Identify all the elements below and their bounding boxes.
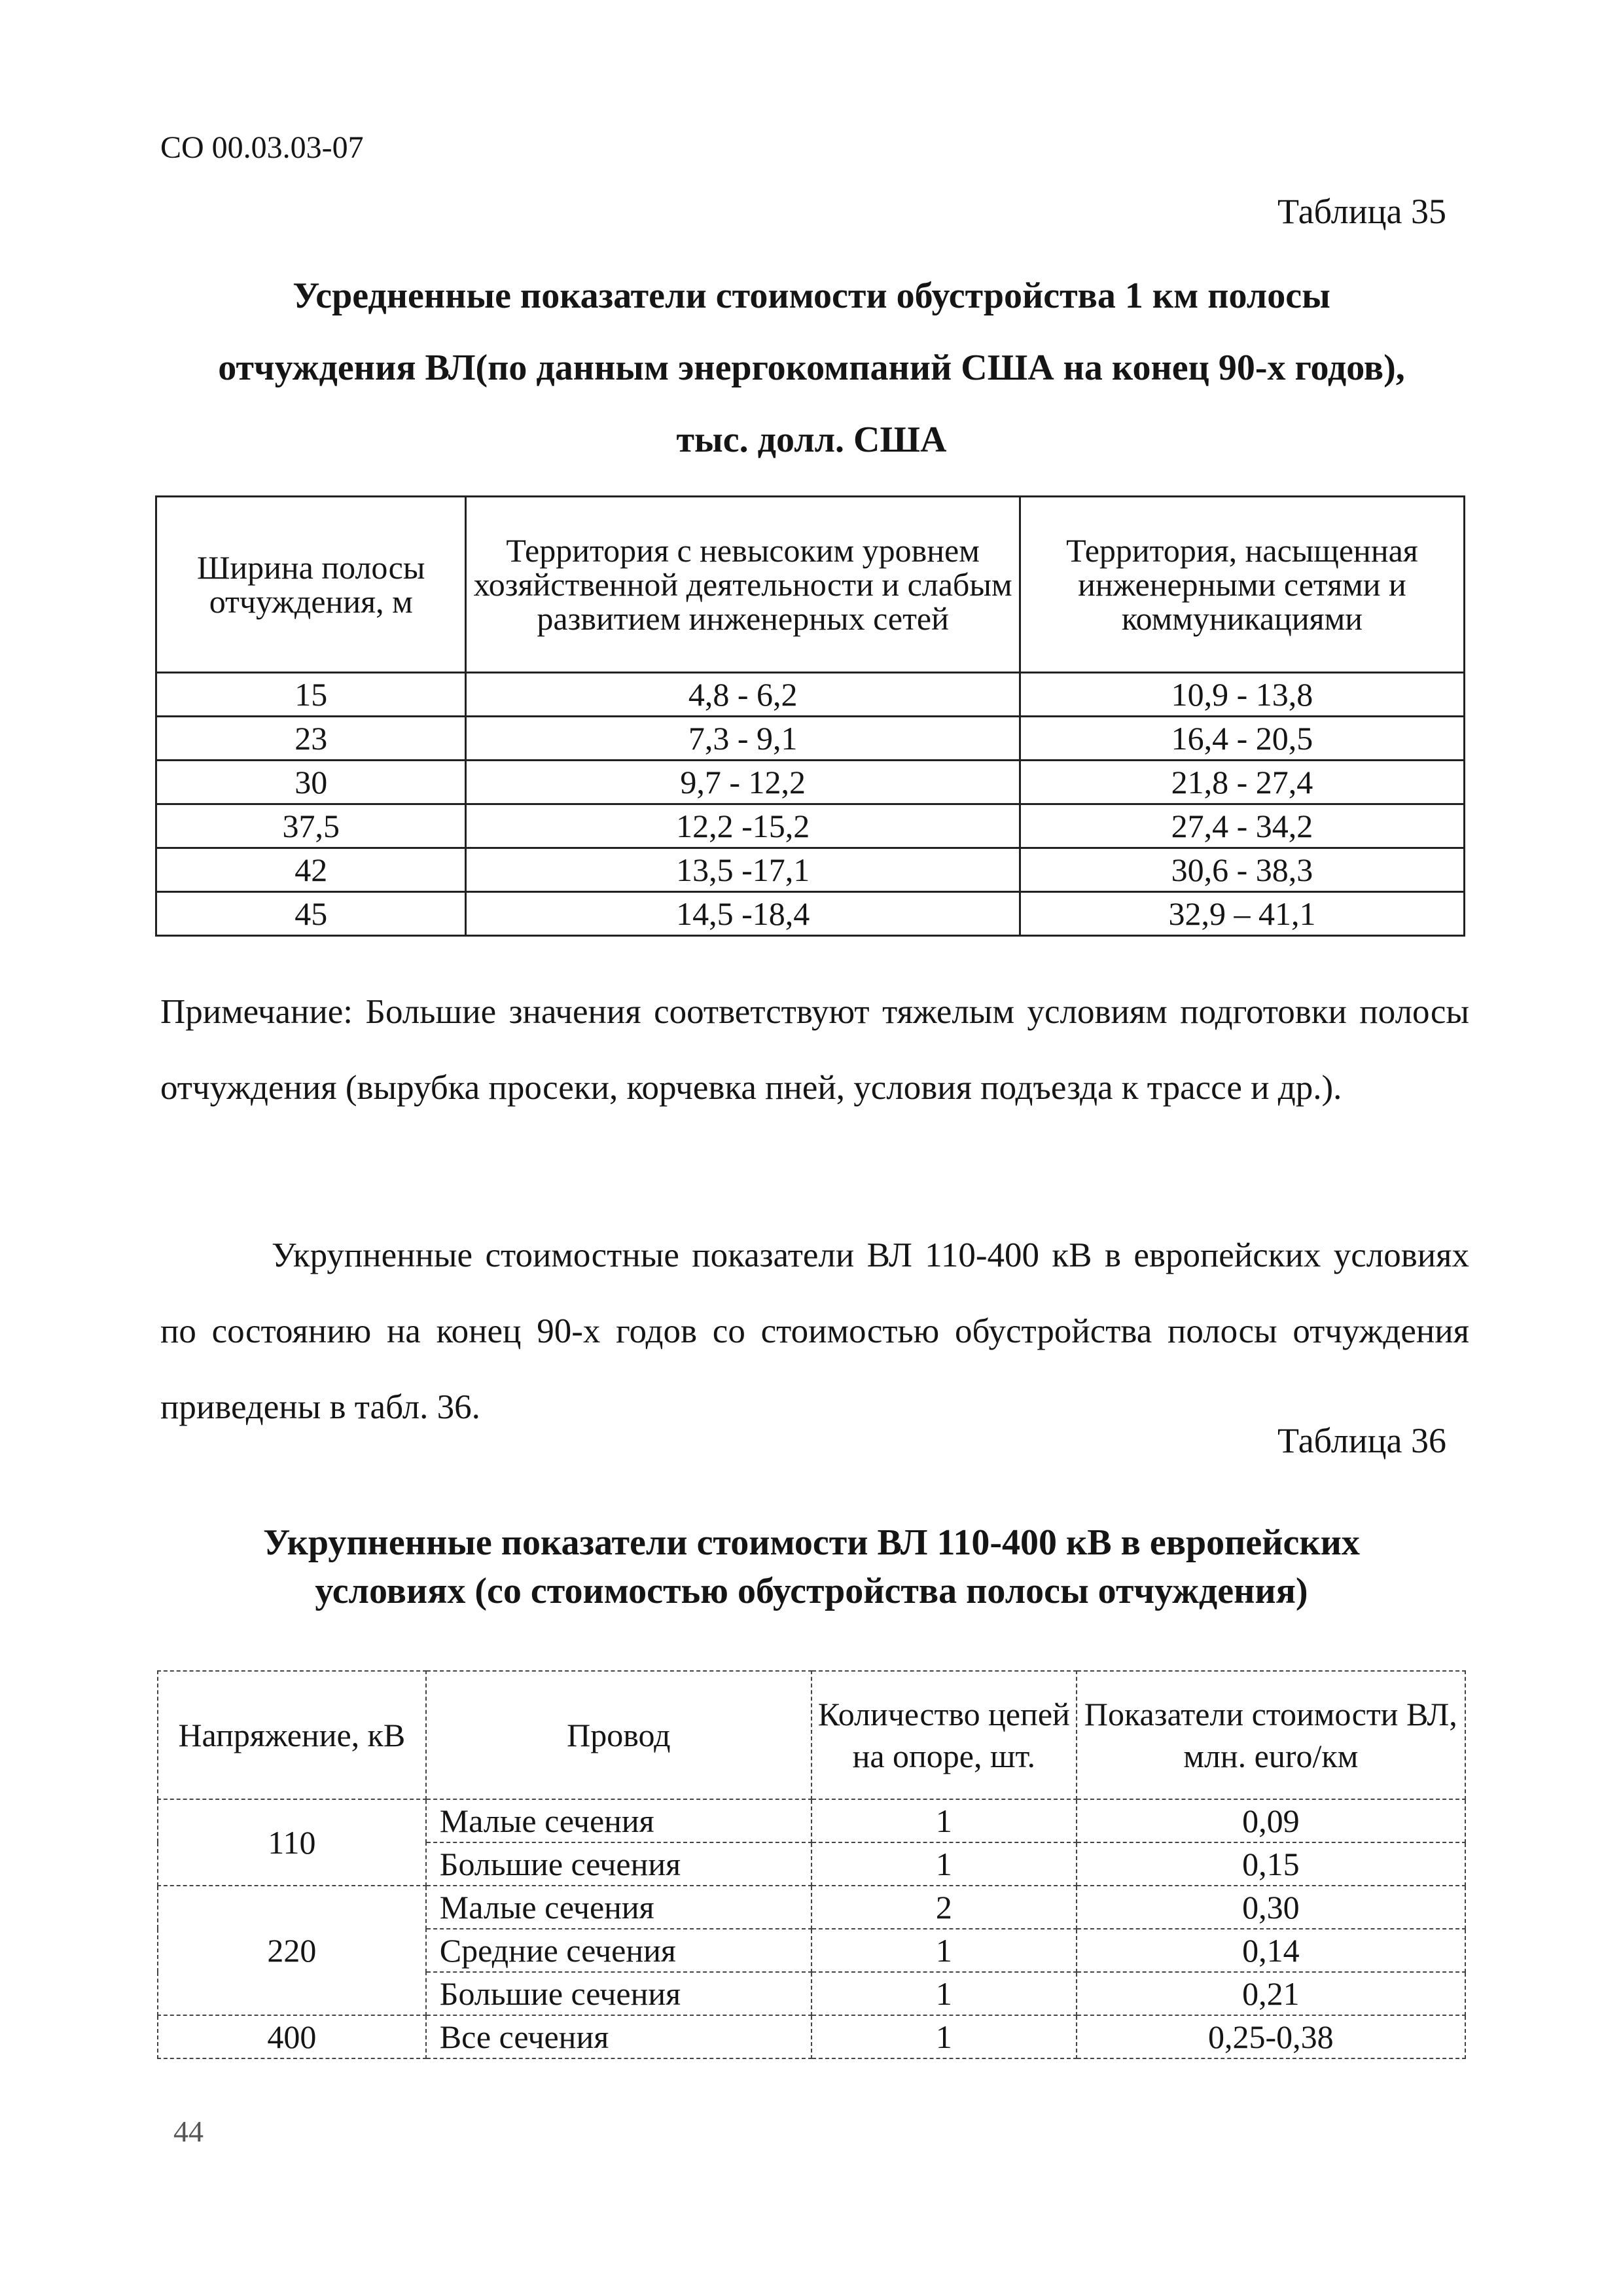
page-number: 44 xyxy=(173,2115,204,2148)
table-cell: 23 xyxy=(156,717,466,761)
table-cell: Малые сечения xyxy=(426,1886,812,1929)
table-row xyxy=(158,2015,1465,2058)
table-cell: 45 xyxy=(156,892,466,936)
table-row xyxy=(158,1799,1465,1842)
body-paragraph: Укрупненные стоимостные показатели ВЛ 110-400 кВ в европейских условиях по состоянию на конец 90-х годов со стоимостью обустройства полосы отчуждения приведены в табл. 36. xyxy=(160,1236,1469,1426)
table-cell: 9,7 - 12,2 xyxy=(466,761,1020,804)
table-cell: Малые сечения xyxy=(426,1799,812,1842)
table-35-label: Таблица 35 xyxy=(1277,192,1446,231)
table-36-title-line: условиях (со стоимостью обустройства полосы отчуждения) xyxy=(315,1571,1308,1611)
table-cell: 14,5 -18,4 xyxy=(466,892,1020,936)
voltage-cell: 400 xyxy=(158,2015,426,2058)
table-cell: 1 xyxy=(812,2015,1077,2058)
table-cell: 1 xyxy=(812,1842,1077,1886)
table-cell: 0,15 xyxy=(1077,1842,1465,1886)
table-row xyxy=(158,1886,1465,1929)
table-cell: 1 xyxy=(812,1799,1077,1842)
table-header-row xyxy=(156,497,1465,673)
table-row xyxy=(156,717,1465,761)
voltage-cell: 220 xyxy=(158,1886,426,2015)
table-row xyxy=(156,892,1465,936)
column-header: Ширина полосы отчуждения, м xyxy=(156,497,466,673)
column-header: Напряжение, кВ xyxy=(158,1671,426,1799)
document-code: СО 00.03.03-07 xyxy=(160,130,364,165)
table-35 xyxy=(155,495,1465,937)
column-header: Показатели стоимости ВЛ, млн. euro/км xyxy=(1077,1671,1465,1799)
table-cell: 0,25-0,38 xyxy=(1077,2015,1465,2058)
column-header: Провод xyxy=(426,1671,812,1799)
table-cell: Средние сечения xyxy=(426,1929,812,1972)
table-35-title-line: отчуждения ВЛ(по данным энергокомпаний США на конец 90-х годов), xyxy=(218,348,1405,388)
table-cell: 12,2 -15,2 xyxy=(466,804,1020,848)
table-cell: 0,14 xyxy=(1077,1929,1465,1972)
table-cell: 0,30 xyxy=(1077,1886,1465,1929)
table-cell: 16,4 - 20,5 xyxy=(1020,717,1464,761)
table-cell: 30 xyxy=(156,761,466,804)
table-cell: 0,21 xyxy=(1077,1972,1465,2015)
table-36-label: Таблица 36 xyxy=(1277,1421,1446,1460)
table-cell: Большие сечения xyxy=(426,1972,812,2015)
table-cell: 4,8 - 6,2 xyxy=(466,673,1020,717)
table-row xyxy=(156,673,1465,717)
table-row xyxy=(156,761,1465,804)
table-cell: 30,6 - 38,3 xyxy=(1020,848,1464,892)
note-paragraph: Примечание: Большие значения соответствуют тяжелым условиям подготовки полосы отчуждения (вырубка просеки, корчевка пней, условия подъезда к трассе и др.). xyxy=(160,993,1469,1107)
column-header: Количество цепей на опоре, шт. xyxy=(812,1671,1077,1799)
table-cell: 1 xyxy=(812,1972,1077,2015)
table-cell: 42 xyxy=(156,848,466,892)
table-cell: Большие сечения xyxy=(426,1842,812,1886)
table-36-title-line: Укрупненные показатели стоимости ВЛ 110-400 кВ в европейских xyxy=(263,1522,1360,1563)
table-35-title xyxy=(0,260,1623,476)
table-35-title-line: Усредненные показатели стоимости обустройства 1 км полосы xyxy=(293,276,1330,316)
table-36 xyxy=(157,1670,1466,2059)
table-cell: 27,4 - 34,2 xyxy=(1020,804,1464,848)
table-header-row xyxy=(158,1671,1465,1799)
column-header: Территория, насыщенная инженерными сетями и коммуникациями xyxy=(1020,497,1464,673)
table-cell: 10,9 - 13,8 xyxy=(1020,673,1464,717)
column-header: Территория с невысоким уровнем хозяйственной деятельности и слабым развитием инженерных сетей xyxy=(466,497,1020,673)
table-cell: 2 xyxy=(812,1886,1077,1929)
table-36-title xyxy=(0,1518,1623,1615)
table-cell: 13,5 -17,1 xyxy=(466,848,1020,892)
table-cell: 0,09 xyxy=(1077,1799,1465,1842)
table-35-title-line: тыс. долл. США xyxy=(676,420,947,460)
table-cell: 1 xyxy=(812,1929,1077,1972)
table-cell: 15 xyxy=(156,673,466,717)
table-cell: 21,8 - 27,4 xyxy=(1020,761,1464,804)
voltage-cell: 110 xyxy=(158,1799,426,1886)
table-row xyxy=(156,848,1465,892)
table-cell: 7,3 - 9,1 xyxy=(466,717,1020,761)
table-cell: 37,5 xyxy=(156,804,466,848)
table-row xyxy=(156,804,1465,848)
table-cell: Все сечения xyxy=(426,2015,812,2058)
table-cell: 32,9 – 41,1 xyxy=(1020,892,1464,936)
